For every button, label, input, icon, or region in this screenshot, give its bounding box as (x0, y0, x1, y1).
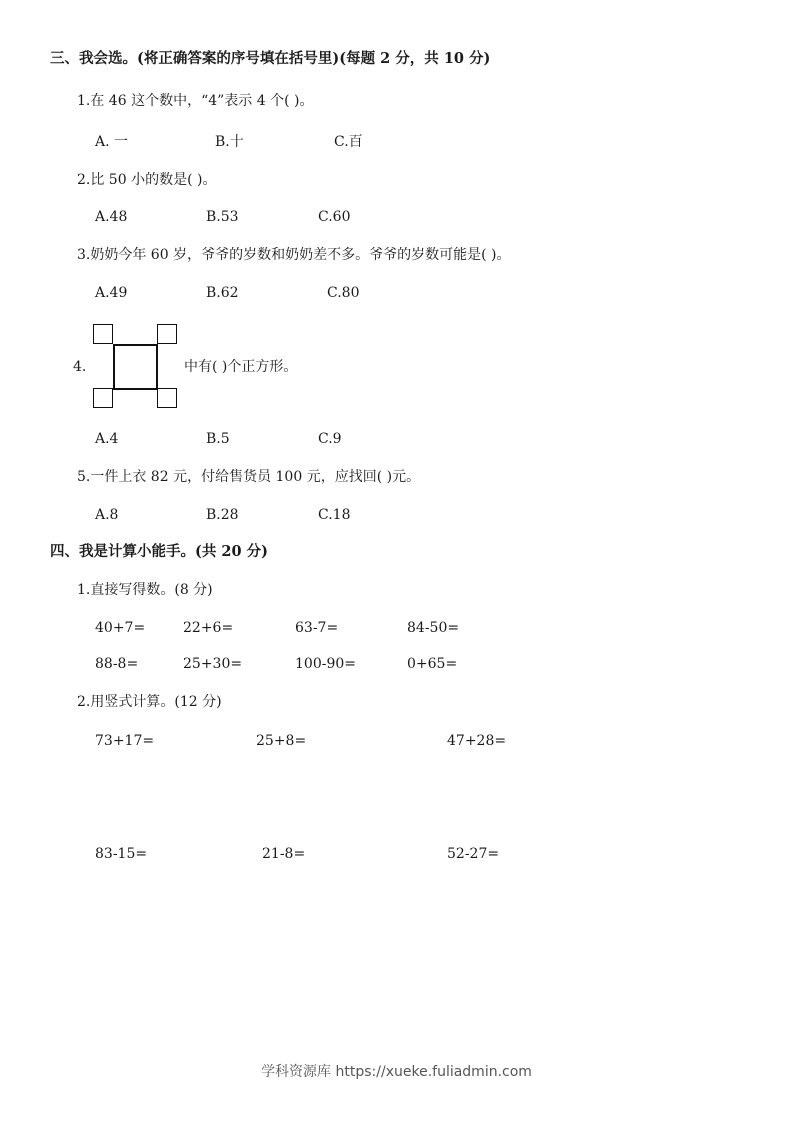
q2-text: 2.比 50 小的数是( )。 (77, 172, 217, 188)
mental-calc-item: 0+65= (407, 656, 458, 672)
vertical-calc-item: 83-15= (95, 846, 148, 862)
mental-calc-item: 88-8= (95, 656, 139, 672)
q5-option-c: C.18 (318, 507, 351, 523)
vertical-calc-item: 52-27= (447, 846, 500, 862)
line-left (113, 344, 115, 388)
q3-text: 3.奶奶今年 60 岁，爷爷的岁数和奶奶差不多。爷爷的岁数可能是( )。 (77, 247, 511, 263)
vertical-calc-item: 73+17= (95, 733, 155, 749)
q5-option-b: B.28 (206, 507, 239, 523)
mental-calc-item: 100-90= (295, 656, 356, 672)
mental-calc-item: 40+7= (95, 620, 146, 636)
q4-number: 4. (73, 359, 87, 375)
mental-calc-item: 22+6= (183, 620, 234, 636)
part2-title: 2.用竖式计算。(12 分) (77, 694, 222, 710)
q5-text: 5.一件上衣 82 元，付给售货员 100 元，应找回( )元。 (77, 469, 421, 485)
section3-heading: 三、我会选。(将正确答案的序号填在括号里)(每题 2 分，共 10 分) (50, 50, 491, 67)
q3-option-c: C.80 (327, 285, 360, 301)
q4-option-a: A.4 (95, 431, 119, 447)
q3-option-b: B.62 (206, 285, 239, 301)
q1-text: 1.在 46 这个数中，“4”表示 4 个( )。 (77, 93, 314, 109)
q4-option-c: C.9 (318, 431, 342, 447)
q4-text: 中有( )个正方形。 (184, 359, 298, 375)
q2-option-a: A.48 (95, 209, 128, 225)
q5-option-a: A.8 (95, 507, 119, 523)
q3-option-a: A.49 (95, 285, 128, 301)
q1-option-c: C.百 (334, 134, 363, 150)
line-right (156, 344, 158, 388)
vertical-calc-item: 25+8= (256, 733, 307, 749)
q2-option-b: B.53 (206, 209, 239, 225)
square-bottom-right (157, 388, 177, 408)
part1-title: 1.直接写得数。(8 分) (77, 582, 213, 598)
line-top (113, 344, 157, 346)
mental-calc-item: 63-7= (295, 620, 339, 636)
mental-calc-item: 25+30= (183, 656, 243, 672)
footer-source: 学科资源库 https://xueke.fuliadmin.com (261, 1064, 532, 1080)
q4-option-b: B.5 (206, 431, 230, 447)
vertical-calc-item: 21-8= (262, 846, 306, 862)
squares-figure (93, 324, 179, 410)
mental-calc-item: 84-50= (407, 620, 460, 636)
q1-option-a: A. 一 (95, 134, 129, 150)
vertical-calc-item: 47+28= (447, 733, 507, 749)
section4-heading: 四、我是计算小能手。(共 20 分) (50, 543, 268, 560)
square-top-left (93, 324, 113, 344)
q1-option-b: B.十 (215, 134, 244, 150)
square-top-right (157, 324, 177, 344)
line-bottom (113, 388, 157, 390)
square-bottom-left (93, 388, 113, 408)
q2-option-c: C.60 (318, 209, 351, 225)
